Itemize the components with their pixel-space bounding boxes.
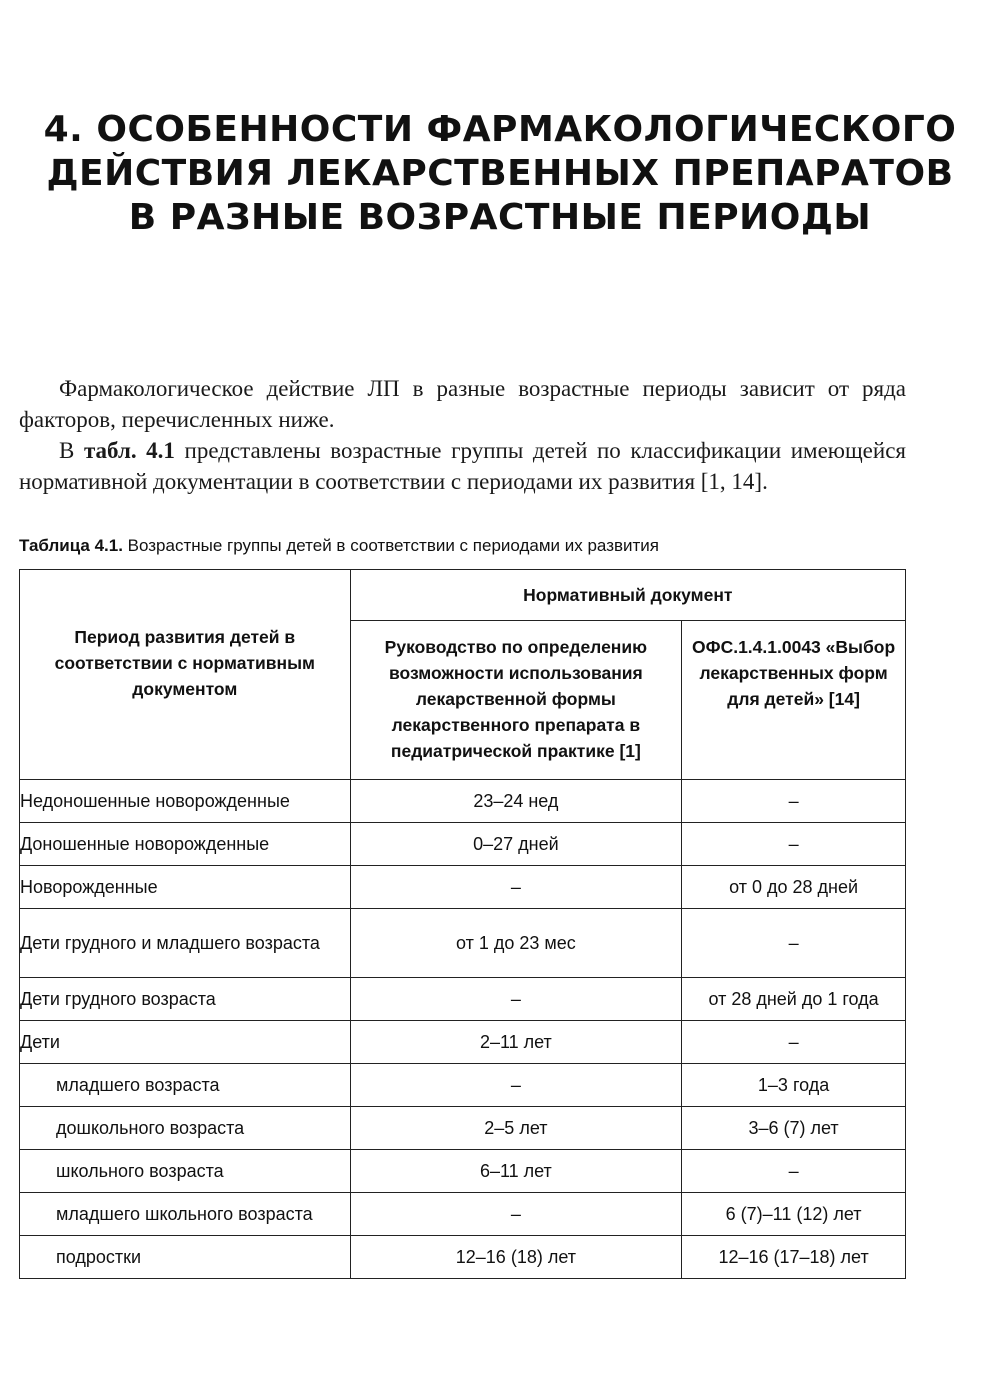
chapter-title: [0, 108, 1000, 240]
body-text: [19, 373, 906, 497]
cell-doc2: 6 (7)–11 (12) лет: [682, 1193, 906, 1236]
cell-doc1: –: [350, 866, 682, 909]
cell-period: школьного возраста: [20, 1150, 351, 1193]
paragraph-1: Фармакологическое действие ЛП в разные возрастные периоды зависит от ряда факторов, перечисленных ниже.: [19, 376, 906, 432]
header-ofs-document: ОФС.1.4.1.0043 «Выбор лекарственных форм для детей» [14]: [682, 621, 906, 780]
table-row: [20, 823, 906, 866]
table-row: [20, 1236, 906, 1279]
paragraph-2: [19, 435, 906, 497]
table-caption-label: Таблица 4.1.: [19, 536, 123, 555]
cell-doc1: от 1 до 23 мес: [350, 909, 682, 978]
cell-period: Доношенные новорожденные: [20, 823, 351, 866]
chapter-title-line-2: ДЕЙСТВИЯ ЛЕКАРСТВЕННЫХ ПРЕПАРАТОВ: [46, 153, 954, 194]
chapter-title-line-1: 4. ОСОБЕННОСТИ ФАРМАКОЛОГИЧЕСКОГО: [43, 109, 957, 150]
table-row: [20, 1150, 906, 1193]
table-caption: [19, 535, 919, 557]
cell-period: Недоношенные новорожденные: [20, 780, 351, 823]
table-caption-text: Возрастные группы детей в соответствии с периодами их развития: [122, 536, 660, 555]
cell-doc1: 2–11 лет: [350, 1021, 682, 1064]
cell-period: Новорожденные: [20, 866, 351, 909]
cell-doc2: –: [682, 1021, 906, 1064]
cell-doc2: –: [682, 780, 906, 823]
header-normative-document: Нормативный документ: [350, 570, 905, 621]
table-row: [20, 1107, 906, 1150]
table-row: [20, 780, 906, 823]
cell-doc1: 2–5 лет: [350, 1107, 682, 1150]
cell-doc1: 0–27 дней: [350, 823, 682, 866]
cell-doc1: 12–16 (18) лет: [350, 1236, 682, 1279]
cell-doc1: 6–11 лет: [350, 1150, 682, 1193]
cell-doc2: 12–16 (17–18) лет: [682, 1236, 906, 1279]
cell-period: Дети грудного возраста: [20, 978, 351, 1021]
cell-doc2: –: [682, 823, 906, 866]
cell-period: дошкольного возраста: [20, 1107, 351, 1150]
cell-doc2: от 28 дней до 1 года: [682, 978, 906, 1021]
table-row: [20, 1193, 906, 1236]
cell-doc2: 3–6 (7) лет: [682, 1107, 906, 1150]
cell-period: Дети: [20, 1021, 351, 1064]
cell-doc2: 1–3 года: [682, 1064, 906, 1107]
cell-doc1: –: [350, 978, 682, 1021]
table-row: [20, 1064, 906, 1107]
header-guidance-document: Руководство по определению возможности использования лекарственной формы лекарственного препарата в педиатрической практике [1]: [350, 621, 682, 780]
table-row: [20, 1021, 906, 1064]
paragraph-2-pre: В: [59, 438, 84, 463]
cell-doc1: –: [350, 1193, 682, 1236]
table-row: [20, 909, 906, 978]
table-reference: табл. 4.1: [83, 438, 175, 463]
cell-doc2: от 0 до 28 дней: [682, 866, 906, 909]
cell-period: младшего школьного возраста: [20, 1193, 351, 1236]
cell-doc2: –: [682, 909, 906, 978]
cell-doc1: 23–24 нед: [350, 780, 682, 823]
cell-period: младшего возраста: [20, 1064, 351, 1107]
age-groups-table: [19, 569, 906, 1279]
table-row: [20, 978, 906, 1021]
cell-period: подростки: [20, 1236, 351, 1279]
paragraph-2-post: представлены возрастные группы детей по классификации имеющейся нормативной документации в соответствии с периодами их развития [1, 14].: [19, 438, 906, 494]
header-period: Период развития детей в соответствии с нормативным документом: [20, 570, 351, 780]
chapter-title-line-3: В РАЗНЫЕ ВОЗРАСТНЫЕ ПЕРИОДЫ: [128, 197, 872, 238]
cell-doc2: –: [682, 1150, 906, 1193]
table-row: [20, 866, 906, 909]
cell-period: Дети грудного и младшего возраста: [20, 909, 351, 978]
cell-doc1: –: [350, 1064, 682, 1107]
